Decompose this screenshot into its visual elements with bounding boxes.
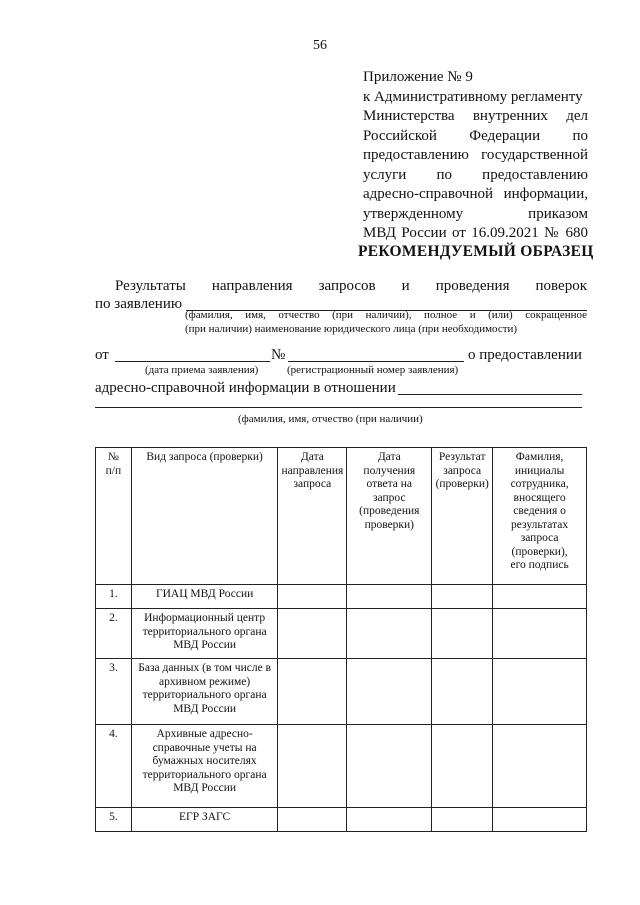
appendix-line: услуги по предоставлению bbox=[363, 166, 588, 183]
row-request-type: База данных (в том числе в архивном режиме) территориального органа МВД России bbox=[131, 659, 278, 725]
row-num: 2. bbox=[96, 609, 132, 659]
subject-field-line-2[interactable] bbox=[95, 407, 582, 408]
row-num: 4. bbox=[96, 725, 132, 808]
table-row bbox=[96, 808, 587, 832]
empty-cell[interactable] bbox=[347, 609, 432, 659]
date-field-line[interactable] bbox=[115, 361, 270, 362]
empty-cell[interactable] bbox=[432, 609, 493, 659]
applicant-note-line2: (при наличии) наименование юридического лица (при необходимости) bbox=[185, 323, 518, 335]
row-num: 1. bbox=[96, 585, 132, 609]
appendix-line: к Административному регламенту bbox=[363, 88, 583, 105]
empty-cell[interactable] bbox=[347, 725, 432, 808]
empty-cell[interactable] bbox=[493, 585, 587, 609]
empty-cell[interactable] bbox=[432, 725, 493, 808]
appendix-line: Министерства внутренних дел bbox=[363, 108, 588, 124]
empty-cell[interactable] bbox=[278, 609, 347, 659]
provision-label: о предоставлении bbox=[468, 347, 582, 363]
number-label: № bbox=[271, 347, 286, 363]
row-request-type: ЕГР ЗАГС bbox=[131, 808, 278, 832]
requests-table bbox=[95, 447, 587, 832]
empty-cell[interactable] bbox=[493, 609, 587, 659]
empty-cell[interactable] bbox=[432, 659, 493, 725]
empty-cell[interactable] bbox=[493, 659, 587, 725]
table-row bbox=[96, 609, 587, 659]
reg-number-note: (регистрационный номер заявления) bbox=[287, 364, 459, 376]
empty-cell[interactable] bbox=[493, 725, 587, 808]
subject-field-line[interactable] bbox=[398, 394, 582, 395]
header-employee: Фамилия, инициалы сотрудника, вносящего сведения о результатах запроса (проверки), его подпись bbox=[493, 448, 587, 585]
reg-number-field-line[interactable] bbox=[288, 361, 464, 362]
intro-word: Результаты bbox=[115, 278, 186, 294]
intro-line bbox=[115, 278, 587, 295]
table-header-row bbox=[96, 448, 587, 585]
empty-cell[interactable] bbox=[347, 585, 432, 609]
page-number: 56 bbox=[313, 38, 327, 53]
appendix-line: адресно-справочной информации, bbox=[363, 186, 588, 202]
empty-cell[interactable] bbox=[278, 585, 347, 609]
address-label: адресно-справочной информации в отношении bbox=[95, 380, 396, 396]
fio-note: (фамилия, имя, отчество (при наличии) bbox=[238, 413, 423, 425]
appendix-line: Российской Федерации по bbox=[363, 127, 588, 144]
header-num: № п/п bbox=[96, 448, 132, 585]
empty-cell[interactable] bbox=[278, 725, 347, 808]
appendix-line: предоставлению государственной bbox=[363, 147, 588, 163]
appendix-block bbox=[363, 68, 588, 244]
empty-cell[interactable] bbox=[347, 808, 432, 832]
row-num: 3. bbox=[96, 659, 132, 725]
header-request-type: Вид запроса (проверки) bbox=[131, 448, 278, 585]
table-row bbox=[96, 659, 587, 725]
row-request-type: ГИАЦ МВД России bbox=[131, 585, 278, 609]
appendix-line: утвержденному приказом bbox=[363, 205, 588, 222]
from-label: от bbox=[95, 347, 109, 363]
intro-word: и bbox=[401, 278, 410, 294]
appendix-line: МВД России от 16.09.2021 № 680 bbox=[363, 225, 588, 241]
sample-heading: РЕКОМЕНДУЕМЫЙ ОБРАЗЕЦ bbox=[358, 243, 594, 260]
intro-word: направления bbox=[211, 278, 293, 294]
by-application-label: по заявлению bbox=[95, 296, 183, 312]
row-request-type: Информационный центр территориального органа МВД России bbox=[131, 609, 278, 659]
intro-word: поверок bbox=[535, 278, 587, 294]
empty-cell[interactable] bbox=[432, 585, 493, 609]
empty-cell[interactable] bbox=[278, 808, 347, 832]
header-result: Результат запроса (проверки) bbox=[432, 448, 493, 585]
table-row bbox=[96, 585, 587, 609]
row-request-type: Архивные адресно- справочные учеты на бумажных носителях территориального органа МВД России bbox=[131, 725, 278, 808]
appendix-line: Приложение № 9 bbox=[363, 69, 473, 85]
date-note: (дата приема заявления) bbox=[145, 364, 259, 376]
empty-cell[interactable] bbox=[432, 808, 493, 832]
intro-word: запросов bbox=[318, 278, 376, 294]
table-row bbox=[96, 725, 587, 808]
empty-cell[interactable] bbox=[278, 659, 347, 725]
applicant-note-line1: (фамилия, имя, отчество (при наличии), полное и (или) сокращенное bbox=[185, 309, 587, 321]
row-num: 5. bbox=[96, 808, 132, 832]
intro-word: проведения bbox=[435, 278, 510, 294]
empty-cell[interactable] bbox=[493, 808, 587, 832]
header-send-date: Дата направления запроса bbox=[278, 448, 347, 585]
empty-cell[interactable] bbox=[347, 659, 432, 725]
header-receive-date: Дата получения ответа на запрос (проведения проверки) bbox=[347, 448, 432, 585]
